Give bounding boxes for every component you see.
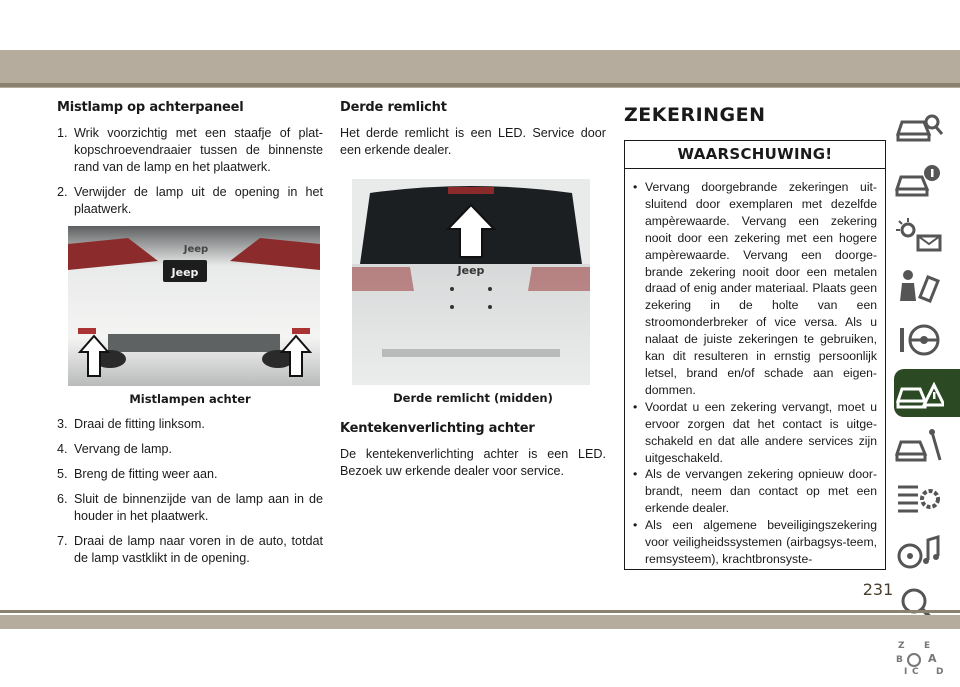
warning-title: WAARSCHUWING! xyxy=(625,141,885,169)
tailgate-badge: Jeep xyxy=(183,244,209,255)
svg-text:I: I xyxy=(904,667,908,677)
chapter-tab-2[interactable] xyxy=(894,157,960,205)
svg-text:E: E xyxy=(924,641,931,651)
section-title-zekeringen: ZEKERINGEN xyxy=(624,104,766,126)
photo-third-brake-light-drawing xyxy=(352,179,590,385)
step-item: 2. Verwijder de lamp uit de opening in het plaatwerk. xyxy=(57,185,323,216)
caption-remlicht: Derde remlicht (midden) xyxy=(393,391,553,405)
svg-text:Z: Z xyxy=(898,641,905,651)
chapter-tab-4[interactable] xyxy=(894,263,960,311)
steps-list-b xyxy=(57,416,323,567)
column-zekeringen xyxy=(624,100,890,570)
person-airbag-icon xyxy=(894,267,944,307)
chapter-tab-11[interactable] xyxy=(894,634,960,682)
column-mistlamp xyxy=(57,100,323,575)
svg-text:A: A xyxy=(928,652,937,665)
warning-list xyxy=(625,169,885,568)
svg-text:B: B xyxy=(896,655,903,665)
car-hazard-icon xyxy=(894,373,944,413)
step-item: 7. Draai de lamp naar voren in de auto, totdat de lamp vastklikt in de opening. xyxy=(57,534,323,565)
warning-item: • Voordat u een zekering vervangt, moet u ervoor zorgen dat het contact is uitge-schakeld en dat alle andere services zijn uitgeschakeld. xyxy=(633,399,877,465)
warning-item: • Als een algemene beveiligingszekering voor veiligheidssystemen (airbagsys-teem, remsysteem), krachtbronsyste- xyxy=(633,518,877,566)
chapter-tab-5[interactable] xyxy=(894,316,960,364)
svg-text:C: C xyxy=(912,667,919,677)
step-item: 6. Sluit de binnenzijde van de lamp aan in de houder in het plaatwerk. xyxy=(57,492,323,523)
chapter-tab-6-active[interactable] xyxy=(894,369,960,417)
car-search-icon xyxy=(894,108,944,148)
footer-band xyxy=(0,615,960,629)
chapter-tabs xyxy=(894,104,960,687)
caption-mistlamp: Mistlampen achter xyxy=(129,392,251,406)
step-item: 4. Vervang de lamp. xyxy=(57,442,173,456)
tailgate-badge: Jeep xyxy=(457,264,485,277)
car-info-icon xyxy=(894,161,944,201)
step-item: 3. Draai de fitting linksom. xyxy=(57,417,205,431)
svg-text:D: D xyxy=(936,667,944,677)
header-rule xyxy=(0,83,960,87)
warning-item: • Vervang doorgebrande zekeringen uit-sluitend door exemplaren met dezelfde ampèrewaarde. Vervang een zekering nooit door een zekering met een hogere ampèrewaarde. Vervang een doorge-brande zekering nooit door een metalen draad of enig ander materiaal. Plaats geen zekering in de holte van een stroomonderbreker of vice versa. Als u nalaat de juiste zekeringen te gebruiken, kan dit resulteren in ernstig persoonlijk letsel, brand en/of schade aan eigen-dommen. xyxy=(633,180,877,397)
footer-rule xyxy=(0,610,960,613)
warning-box xyxy=(624,140,886,570)
heading-kentekenverlichting: Kentekenverlichting achter xyxy=(340,421,535,436)
checklist-gear-icon xyxy=(894,479,944,519)
photo-rear-fog-lamps xyxy=(68,226,320,386)
chapter-tab-7[interactable] xyxy=(894,422,960,470)
warning-item: • Als de vervangen zekering opnieuw door-brandt, neem dan contact op met een erkende dealer. xyxy=(633,467,877,516)
step-item: 5. Breng de fitting weer aan. xyxy=(57,467,218,481)
heading-mistlamp: Mistlamp op achterpaneel xyxy=(57,100,244,115)
chapter-tab-8[interactable] xyxy=(894,475,960,523)
photo-third-brake-light xyxy=(352,179,590,385)
radio-music-icon xyxy=(894,532,944,572)
dashboard-lights-icon xyxy=(894,214,944,254)
photo-rear-fog-lamps-drawing xyxy=(68,226,320,386)
page-number: 231 xyxy=(862,580,894,599)
plate-badge: Jeep xyxy=(171,266,199,279)
heading-remlicht: Derde remlicht xyxy=(340,100,447,115)
alphabet-index-icon xyxy=(894,638,944,678)
steps-list-a xyxy=(57,125,323,218)
steering-wheel-icon xyxy=(894,320,944,360)
chapter-tab-9[interactable] xyxy=(894,528,960,576)
chapter-tab-1[interactable] xyxy=(894,104,960,152)
text-kentekenverlichting: De kentekenverlichting achter is een LED. Bezoek uw erkende dealer voor service. xyxy=(340,447,606,478)
text-remlicht: Het derde remlicht is een LED. Service door een erkende dealer. xyxy=(340,126,606,157)
car-tools-icon xyxy=(894,426,944,466)
column-remlicht xyxy=(340,100,606,487)
chapter-tab-3[interactable] xyxy=(894,210,960,258)
step-item: 1. Wrik voorzichtig met een staafje of plat-kopschroevendraaier tussen de binnenste rand van de lamp en het plaatwerk. xyxy=(57,126,323,174)
